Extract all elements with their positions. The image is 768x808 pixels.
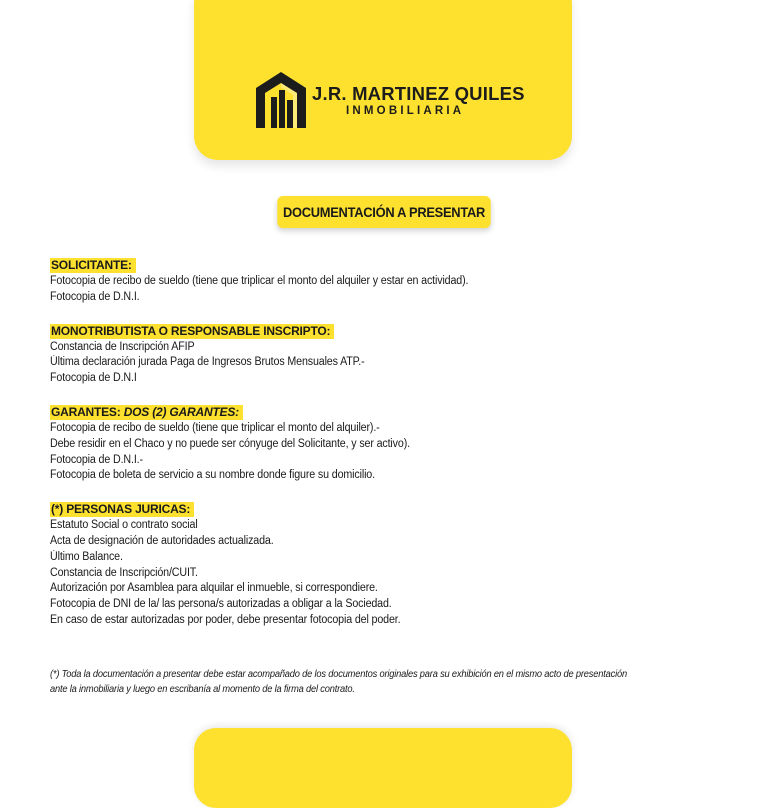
list-item: Autorización por Asamblea para alquilar el inmueble, si correspondiere. xyxy=(50,582,378,595)
section-monotributista xyxy=(50,322,730,387)
section-solicitante xyxy=(50,256,730,306)
building-logo-icon xyxy=(252,70,310,130)
list-item: Constancia de Inscripción AFIP xyxy=(50,340,195,353)
section-heading: SOLICITANTE: xyxy=(50,258,136,273)
brand-name: J.R. MARTINEZ QUILES xyxy=(312,83,525,104)
section-heading xyxy=(50,405,243,420)
section-personas-juridicas xyxy=(50,500,730,629)
list-item: Fotocopia de DNI de la/ las persona/s autorizadas a obligar a la Sociedad. xyxy=(50,598,392,611)
list-item: Fotocopia de D.N.I.- xyxy=(50,453,143,466)
footer-card xyxy=(194,728,572,808)
requirements-list xyxy=(50,256,730,645)
list-item: Debe residir en el Chaco y no puede ser cónyuge del Solicitante, y ser activo). xyxy=(50,437,410,450)
page-title: DOCUMENTACIÓN A PRESENTAR xyxy=(277,196,490,228)
list-item: Fotocopia de D.N.I xyxy=(50,372,137,385)
footnote-line: (*) Toda la documentación a presentar debe estar acompañado de los documentos originales para su exhibición en el mismo acto de presentación xyxy=(50,669,627,680)
section-heading: MONOTRIBUTISTA O RESPONSABLE INSCRIPTO: xyxy=(50,324,334,339)
list-item: Constancia de Inscripción/CUIT. xyxy=(50,566,198,579)
list-item: Última declaración jurada Paga de Ingresos Brutos Mensuales ATP.- xyxy=(50,356,365,369)
list-item: Último Balance. xyxy=(50,550,123,563)
list-item: Fotocopia de boleta de servicio a su nombre donde figure su domicilio. xyxy=(50,469,375,482)
brand-subtitle: INMOBILIARIA xyxy=(346,105,465,117)
list-item: En caso de estar autorizadas por poder, debe presentar fotocopia del poder. xyxy=(50,613,401,626)
list-item: Acta de designación de autoridades actualizada. xyxy=(50,534,274,547)
list-item: Fotocopia de recibo de sueldo (tiene que triplicar el monto del alquiler y estar en actividad). xyxy=(50,275,469,287)
list-item: Estatuto Social o contrato social xyxy=(50,519,198,532)
section-heading: (*) PERSONAS JURICAS: xyxy=(50,502,194,517)
list-item: Fotocopia de recibo de sueldo (tiene que triplicar el monto del alquiler).- xyxy=(50,421,380,434)
list-item: Fotocopia de D.N.I. xyxy=(50,290,140,303)
brand-logo xyxy=(252,70,532,140)
section-heading-emphasis: DOS (2) GARANTES: xyxy=(123,404,239,419)
footnote-line: ante la inmobiliaria y luego en escribanía al momento de la firma del contrato. xyxy=(50,683,355,695)
footnote xyxy=(50,668,682,697)
section-garantes xyxy=(50,403,730,484)
section-heading-label: GARANTES: xyxy=(51,404,121,419)
